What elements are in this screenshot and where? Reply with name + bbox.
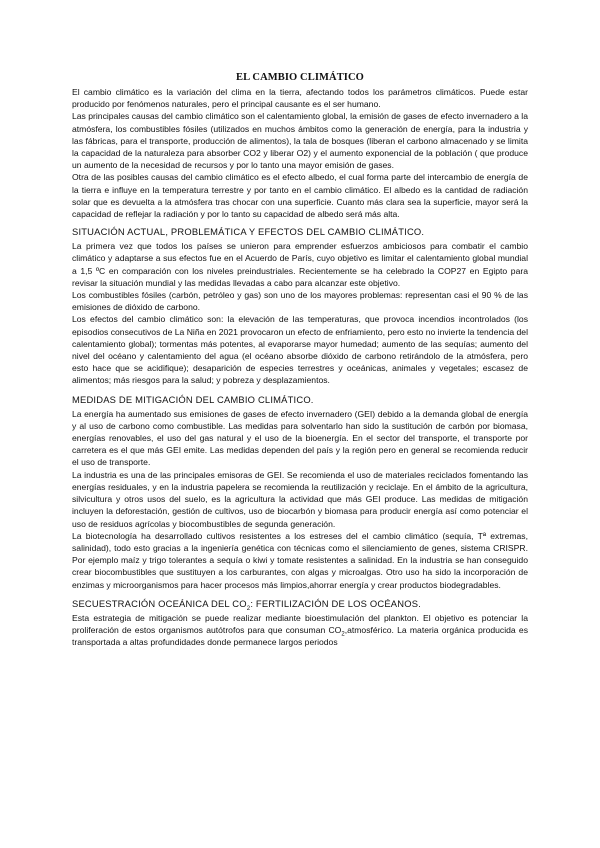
situacion-paragraph-1: La primera vez que todos los países se unieron para emprender esfuerzos ambiciosos para combatir el cambio climático y adaptarse a sus efectos fue en el Acuerdo de París, cuyo objetivo es limitar el calentamiento global mundial a 1,5 ºC en comparación con los niveles preindustriales. Recientemente se ha celebrado la COP27 en Egipto para revisar la situación mundial y las medidas llevadas a cabo para alcanzar este objetivo. — [72, 241, 528, 288]
mitigacion-paragraph-2: La industria es una de las principales emisoras de GEI. Se recomienda el uso de materiales reciclados fomentando las energías residuales, y en la industria papelera se recomienda la reutilización y reciclaje. En el ámbito de la agricultura, silvicultura y otros usos del suelo, es la agricultura la actividad que más GEI produce. Las medidas de mitigación incluyen la deforestación, gestión de cultivos, uso de biocarbón y biomasa para producir energía así como potenciar el uso de residuos agrícolas y biocombustibles de segunda generación. — [72, 469, 528, 529]
secuestracion-heading-pre: SECUESTRACIÓN OCEÁNICA DEL CO — [72, 597, 247, 609]
secuestracion-text-subscript: 2 — [341, 631, 345, 638]
intro-paragraph-2: Las principales causas del cambio climático son el calentamiento global, la emisión de gases de efecto invernadero a la atmósfera, los combustibles fósiles (utilizados en muchos ámbitos como la generación de energía, para la industria y las fábricas, para el transporte, producción de alimentos), la tala de bosques (liberan el carbono almacenado y se limita la capacidad de la naturaleza para absorber CO2 y liberar O2) y el aumento exponencial de la población ( que produce un aumento de la necesidad de recursos y por lo tanto una mayor emisión de gases. — [72, 111, 528, 171]
secuestracion-heading-post: : FERTILIZACIÓN DE LOS OCÉANOS. — [250, 597, 421, 609]
secuestracion-heading-subscript: 2 — [246, 605, 251, 612]
secuestracion-paragraph-1 — [72, 612, 528, 649]
section-heading-secuestracion — [72, 598, 528, 610]
section-heading-mitigacion: MEDIDAS DE MITIGACIÓN DEL CAMBIO CLIMÁTICO. — [72, 393, 314, 405]
intro-paragraph-1: El cambio climático es la variación del clima en la tierra, afectando todos los parámetros climáticos. Puede estar producido por fenómenos naturales, pero el principal causante es el ser humano. — [72, 87, 528, 110]
secuestracion-text-post: ,atmosférico. La materia orgánica producida es transportada a altas profundidades donde permanece largos periodos — [72, 624, 528, 648]
intro-paragraph-3: Otra de las posibles causas del cambio climático es el efecto albedo, el cual forma parte del intercambio de energía de la tierra e influye en la temperatura terrestre y por tanto en el cambio climático. El albedo es la cantidad de radiación solar que es devuelta a la atmósfera tras chocar con una superficie. Cuanto más clara sea la superficie, mayor será la capacidad de reflejar la radiación y por lo tanto su capacidad de albedo será más alta. — [72, 172, 528, 220]
situacion-paragraph-3: Los efectos del cambio climático son: la elevación de las temperaturas, que provoca incendios incontrolados (los episodios consecutivos de La Niña en 2021 provocaron un efecto de enfriamiento, pero esto no invierte la tendencia del calentamiento global); tormentas más potentes, al evaporarse mayor humedad; aumento de las sequías; aumento del nivel del océano y calentamiento del agua (el océano absorbe dióxido de carbono retirándolo de la atmósfera, pero esto hace que se acidifique); desaparición de especies terrestres y oceánicas, animales y vegetales; escasez de alimentos; más riesgos para la salud; y pobreza y desplazamientos. — [72, 314, 528, 386]
situacion-paragraph-2: Los combustibles fósiles (carbón, petróleo y gas) son uno de los mayores problemas: representan casi el 90 % de las emisiones de dióxido de carbono. — [72, 290, 528, 313]
document-title: EL CAMBIO CLIMÁTICO — [236, 72, 364, 83]
mitigacion-paragraph-1: La energía ha aumentado sus emisiones de gases de efecto invernadero (GEI) debido a la demanda global de energía y al uso de carbono como combustible. Las medidas para solventarlo han sido la sustitución de carbón por biomasa, energías renovables, el uso del gas natural y el uso de la bioenergía. En el sector del transporte, el transporte por carretera es el que más GEI emite. Las medidas dependen del país y la región pero en general se recomienda reducir el uso de transporte. — [72, 408, 528, 468]
secuestracion-text-pre: Esta estrategia de mitigación se puede realizar mediante bioestimulación del plankton. El objetivo es potenciar la proliferación de estos organismos autótrofos para que consuman CO — [72, 612, 528, 635]
mitigacion-paragraph-3: La biotecnología ha desarrollado cultivos resistentes a los estreses del el cambio climático (sequía, Tª extremas, salinidad), todo esto gracias a la ingeniería genética con técnicas como el silenciamiento de genes, sistema CRISPR. Por ejemplo maíz y trigo tolerantes a sequía o kiwi y tomate resistentes a salinidad. En la industria se han conseguido crear biocombustibles que sustituyen a los carburantes, con algas y microalgas. Otro uso ha sido la incorporación de enzimas y microorganismos para hacer procesos más limpios,ahorrar energía y crear productos biodegradables. — [72, 530, 528, 590]
section-heading-situacion: SITUACIÓN ACTUAL, PROBLEMÁTICA Y EFECTOS DEL CAMBIO CLIMÁTICO. — [72, 226, 425, 238]
